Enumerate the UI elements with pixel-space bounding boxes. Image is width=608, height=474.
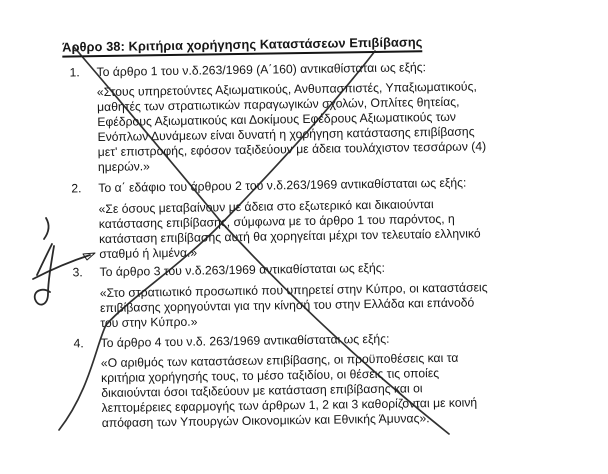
item-2-quote: «Σε όσους μεταβαίνουν με άδεια στο εξωτερικό και δικαιούνται κατάστασης επιβίβασης, σύμφωνα με το άρθρο 1 του παρόντος, η κατάσταση επιβίβασης αυτή θα χορηγείται μέχρι τον τελευταίο ελληνικό σταθμό ή λιμένα.»	[98, 197, 481, 262]
list-number-2: 2.	[71, 181, 82, 196]
item-3-heading: Το άρθρο 3 του ν.δ.263/1969 αντικαθίσταται ως εξής:	[99, 260, 386, 280]
item-3-quote: «Στο στρατιωτικό προσωπικό που υπηρετεί στην Κύπρο, οι καταστάσεις επιβίβασης χορηγούνται για την κίνησή του στην Ελλάδα και επάνοδό του στην Κύπρο.»	[99, 280, 488, 331]
list-number-3: 3.	[72, 265, 83, 280]
document-title: Άρθρο 38: Κριτήρια χορήγησης Καταστάσεων Επιβίβασης	[62, 34, 423, 57]
item-4-quote: «Ο αριθμός των καταστάσεων επιβίβασης, οι προϋποθέσεις και τα κριτήρια χορήγησής τους, το μέσο ταξιδίου, οι θέσεις τις οποίες δικαιούνται όσοι ταξιδεύουν με κατάσταση επιβίβασης και οι λεπτομέρειες εφαρμογής των άρθρων 1, 2 και 3 καθορίζονται με κοινή απόφαση των Υπουργών Οικονομικών και Εθνικής Άμυνας».	[100, 350, 478, 431]
item-2-heading: Το α΄ εδάφιο του άρθρου 2 του ν.δ.263/1969 αντικαθίσταται ως εξής:	[98, 175, 467, 196]
item-1-quote: «Στους υπηρετούντες Αξιωματικούς, Ανθυπασπιστές, Υπαξιωματικούς, μαθητές των στρατιωτικών παραγωγικών σχολών, Οπλίτες θητείας, Εφέδρους Αξιωματικούς και Δοκίμους Εφέδρους Αξιωματικούς των Ενόπλων Δυνάμεων είναι δυνατή η χορήγηση κατάστασης επιβίβασης μετ' επιστροφής, εφόσον ταξιδεύουν με άδεια τουλάχιστον τεσσάρων (4) ημερών.»	[96, 79, 487, 175]
list-number-1: 1.	[69, 65, 80, 80]
item-1-heading: Το άρθρο 1 του ν.δ.263/1969 (Α΄160) αντικαθίσταται ως εξής:	[96, 60, 427, 80]
item-4-heading: Το άρθρο 4 του ν.δ. 263/1969 αντικαθίσταται ως εξής:	[100, 331, 390, 351]
list-number-4: 4.	[73, 336, 84, 351]
